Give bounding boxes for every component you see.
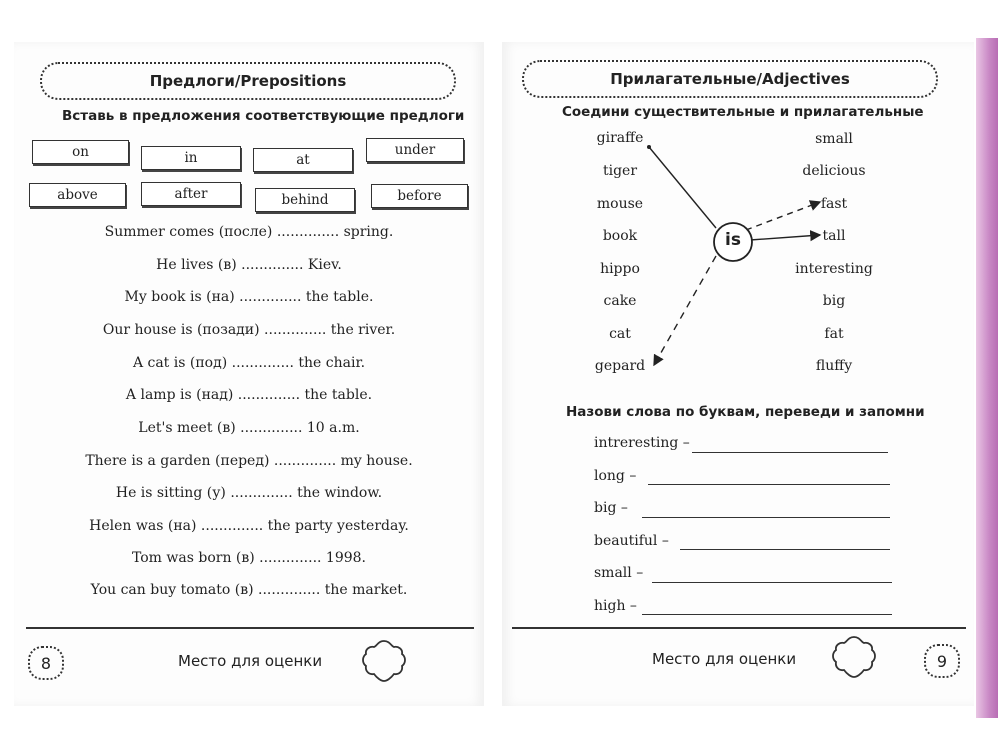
- word-box-on: on: [32, 140, 129, 164]
- adjective-fluffy: fluffy: [815, 358, 853, 374]
- dashed-arrow-fast: [746, 202, 820, 230]
- grade-label: Место для оценки: [178, 652, 323, 670]
- grade-label: Место для оценки: [652, 650, 797, 668]
- answer-line-5: [652, 582, 892, 583]
- noun-cat: cat: [609, 326, 631, 342]
- word-box-before: before: [371, 184, 468, 208]
- adjective-fast: fast: [820, 196, 848, 212]
- sentence-9: He is sitting (у) .............. the window.: [115, 485, 383, 501]
- adjective-interesting: interesting: [795, 261, 873, 277]
- answer-line-2: [648, 484, 890, 485]
- page-edge-accent: [976, 38, 998, 718]
- sentence-1: Summer comes (после) .............. spring.: [104, 224, 394, 240]
- adjective-tall: tall: [822, 228, 846, 244]
- spell-word-1: intreresting –: [594, 435, 690, 451]
- noun-mouse: mouse: [596, 196, 644, 212]
- sentence-5: A cat is (под) .............. the chair.: [132, 355, 366, 371]
- spell-word-3: big –: [594, 500, 628, 516]
- sentence-3: My book is (на) .............. the table.: [124, 289, 374, 305]
- noun-cake: cake: [603, 293, 637, 309]
- word-box-above: above: [29, 183, 126, 207]
- match-instruction: Соедини существительные и прилагательные: [562, 104, 924, 120]
- spell-word-5: small –: [594, 565, 644, 581]
- spell-word-4: beautiful –: [594, 533, 669, 549]
- spell-word-2: long –: [594, 468, 637, 484]
- word-box-in: in: [141, 146, 241, 170]
- sentence-7: Let's meet (в) .............. 10 a.m.: [138, 420, 360, 436]
- noun-giraffe: giraffe: [596, 130, 644, 146]
- right-page: [502, 42, 974, 706]
- noun-book: book: [602, 228, 638, 244]
- page-number: 8: [28, 646, 64, 680]
- dashed-arrow-gepard: [654, 256, 716, 365]
- adjective-big: big: [822, 293, 846, 309]
- noun-tiger: tiger: [602, 163, 638, 179]
- adjectives-title: Прилагательные/Adjectives: [522, 60, 938, 98]
- is-label: is: [725, 230, 741, 250]
- page-number: 9: [924, 644, 960, 678]
- noun-gepard: gepard: [594, 358, 646, 374]
- prepositions-title: Предлоги/Prepositions: [40, 62, 456, 100]
- sentence-10: Helen was (на) .............. the party yesterday.: [89, 518, 409, 534]
- word-box-under: under: [366, 138, 464, 162]
- solid-arrow-tall: [750, 235, 820, 240]
- sentence-2: He lives (в) .............. Kiev.: [156, 257, 342, 273]
- noun-hippo: hippo: [600, 261, 640, 277]
- spell-word-6: high –: [594, 598, 637, 614]
- adjective-small: small: [815, 131, 853, 147]
- answer-line-1: [692, 452, 888, 453]
- solid-line-giraffe: [649, 147, 716, 228]
- answer-line-6: [642, 614, 892, 615]
- adjective-fat: fat: [824, 326, 844, 342]
- sentence-6: A lamp is (над) .............. the table.: [125, 387, 373, 403]
- matching-lines: [502, 42, 974, 402]
- sentence-11: Tom was born (в) .............. 1998.: [131, 550, 366, 566]
- grade-flower-icon: [360, 638, 408, 684]
- answer-line-4: [680, 549, 890, 550]
- adjective-delicious: delicious: [802, 163, 866, 179]
- left-page: [14, 42, 484, 706]
- word-box-behind: behind: [255, 188, 355, 212]
- footer-rule: [512, 627, 966, 629]
- spell-instruction: Назови слова по буквам, переведи и запомни: [566, 404, 925, 420]
- sentence-8: There is a garden (перед) .............. my house.: [85, 453, 413, 469]
- word-box-after: after: [141, 182, 241, 206]
- grade-flower-icon: [830, 634, 878, 680]
- word-box-at: at: [253, 148, 353, 172]
- sentence-12: You can buy tomato (в) .............. the market.: [90, 582, 408, 598]
- footer-rule: [26, 627, 474, 629]
- answer-line-3: [642, 517, 890, 518]
- prepositions-instruction: Вставь в предложения соответствующие предлоги: [62, 108, 465, 124]
- sentence-4: Our house is (позади) .............. the river.: [102, 322, 396, 338]
